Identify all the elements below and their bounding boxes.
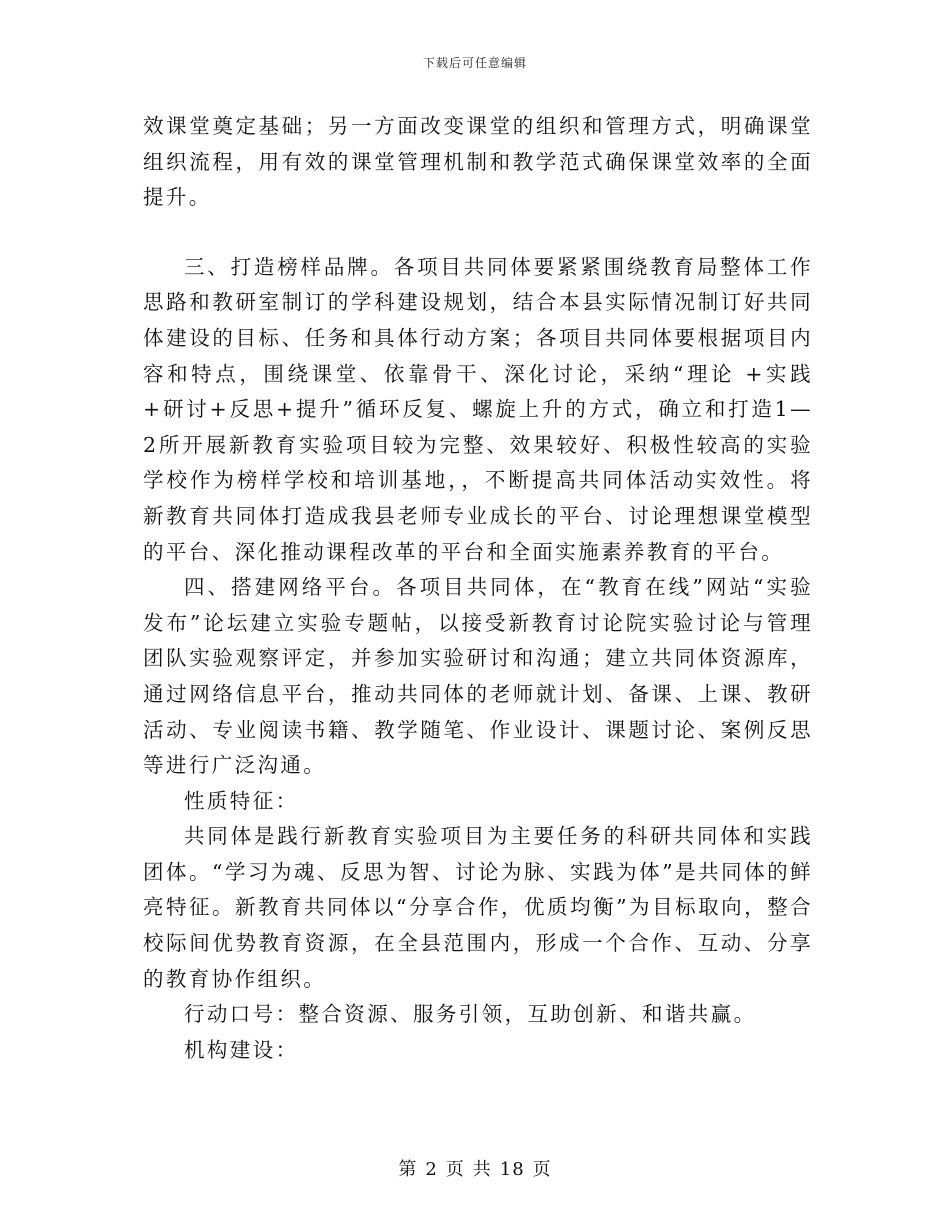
paragraph-action-slogan: 行动口号：整合资源、服务引领，互助创新、和谐共赢。 [184, 1002, 757, 1027]
footer-suffix: 页 [532, 1159, 552, 1180]
page-footer [0, 1155, 950, 1181]
paragraph-role-model-brand: 三、打造榜样品牌。各项目共同体要紧紧围绕教育局整体工作思路和教研室制订的学科建设规划，结合本县实际情况制订好共同体建设的目标、任务和具体行动方案；各项目共同体要根据项目内容和特点，围绕课堂、依靠骨干、深化讨论，采纳“理论 +实践+研讨+反思+提升”循环反复、螺旋上升的方式，确立和打造1—2所开展新教育实验项目较为完整、效果较好、积极性较高的实验学校作为榜样学校和培训基地，，不断提高共同体活动实效性。将新教育共同体打造成我县老师专业成长的平台、讨论理想课堂模型的平台、深化推动课程改革的平台和全面实施素养教育的平台。 [143, 254, 813, 564]
page-header-note: 下载后可任意编辑 [422, 56, 527, 70]
paragraph-nature-body: 共同体是践行新教育实验项目为主要任务的科研共同体和实践团体。“学习为魂、反思为智、讨论为脉、实践为体”是共同体的鲜亮特征。新教育共同体以“分享合作，优质均衡”为目标取向，整合校际间优势教育资源，在全县范围内，形成一个合作、互动、分享的教育协作组织。 [143, 824, 813, 991]
footer-total-pages: 18 [499, 1159, 525, 1180]
paragraph-network-platform: 四、搭建网络平台。各项目共同体，在“教育在线”网站“实验发布”论坛建立实验专题帖，以接受新教育讨论院实验讨论与管理团队实验观察评定，并参加实验研讨和沟通；建立共同体资源库，通过网络信息平台，推动共同体的老师就计划、备课、上课、教研活动、专业阅读书籍、教学随笔、作业设计、课题讨论、案例反思等进行广泛沟通。 [143, 575, 813, 778]
paragraph-continuation: 效课堂奠定基础；另一方面改变课堂的组织和管理方式，明确课堂组织流程，用有效的课堂管理机制和教学范式确保课堂效率的全面提升。 [143, 114, 813, 210]
document-body [143, 109, 813, 1068]
footer-prefix: 第 [398, 1159, 418, 1180]
footer-total-word: 共 [472, 1159, 492, 1180]
paragraph-organization-heading: 机构建设： [184, 1037, 299, 1062]
paragraph-nature-heading: 性质特征： [184, 788, 299, 813]
footer-page-number: 2 [425, 1159, 438, 1180]
footer-page-word: 页 [445, 1159, 465, 1180]
